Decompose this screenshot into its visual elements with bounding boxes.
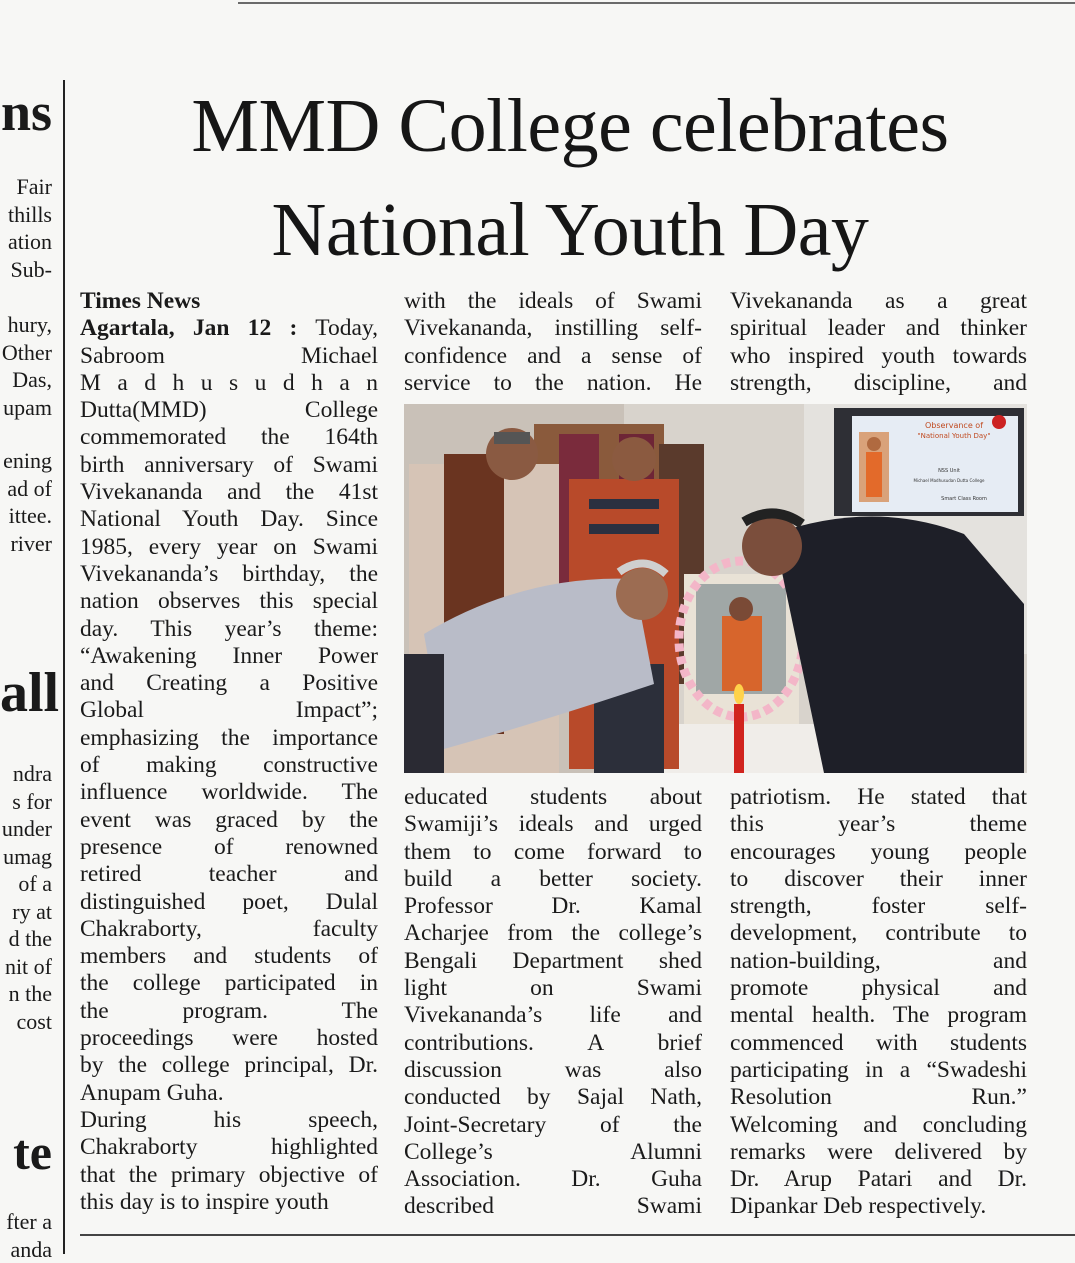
prev-article-line: Other	[0, 339, 52, 367]
prev-article-line: s for	[0, 788, 52, 816]
text-line: encourages young people	[730, 839, 1027, 866]
text-line: Professor Dr. Kamal	[404, 893, 702, 920]
column-divider	[63, 80, 65, 1254]
column1-body	[80, 343, 378, 1217]
column1-first-word: Today,	[315, 315, 378, 341]
article-column-1	[80, 288, 378, 1216]
text-line: of making constructive	[80, 752, 378, 779]
article-column-2-top	[404, 288, 702, 397]
prev-article-line: river	[0, 530, 52, 558]
text-line: Global Impact”;	[80, 697, 378, 724]
text-line: strength, foster self-	[730, 893, 1027, 920]
screen-college: Michael Madhusudan Dutta College	[914, 478, 985, 483]
prev-article-line: ry at	[0, 898, 52, 926]
text-line: build a better society.	[404, 866, 702, 893]
text-line: the program. The	[80, 998, 378, 1025]
text-line: promote physical and	[730, 975, 1027, 1002]
text-line: patriotism. He stated that	[730, 784, 1027, 811]
text-line: Bengali Department shed	[404, 948, 702, 975]
text-line: Swamiji’s ideals and urged	[404, 811, 702, 838]
headline-line-1: MMD College celebrates	[90, 74, 1050, 178]
prev-article-line: ation	[0, 228, 52, 256]
text-line: M a d h u s u d h a n	[80, 370, 378, 397]
prev-article-block-b	[0, 311, 52, 421]
text-line: the college participated in	[80, 970, 378, 997]
text-line: commenced with students	[730, 1030, 1027, 1057]
text-line: confidence and a sense of	[404, 343, 702, 370]
prev-article-line: anda	[0, 1236, 52, 1263]
text-line: day. This year’s theme:	[80, 616, 378, 643]
text-line: Dipankar Deb respectively.	[730, 1193, 1027, 1220]
screen-title-2: "National Youth Day"	[917, 432, 990, 440]
text-line: event was graced by the	[80, 807, 378, 834]
projector-screen	[834, 408, 1024, 516]
text-line: mental health. The program	[730, 1002, 1027, 1029]
text-line: light on Swami	[404, 975, 702, 1002]
article-column-2-bottom	[404, 784, 702, 1221]
text-line: Anupam Guha.	[80, 1080, 378, 1107]
prev-article-line: thills	[0, 201, 52, 229]
prev-article-line: d the	[0, 925, 52, 953]
prev-article-line: umag	[0, 843, 52, 871]
text-line: Vivekananda and the 41st	[80, 479, 378, 506]
text-line: and Creating a Positive	[80, 670, 378, 697]
text-line: Chakraborty highlighted	[80, 1134, 378, 1161]
text-line: Vivekananda as a great	[730, 288, 1027, 315]
text-line: Welcoming and concluding	[730, 1112, 1027, 1139]
text-line: Joint-Secretary of the	[404, 1112, 702, 1139]
prev-article-block-a	[0, 173, 52, 283]
text-line: College’s Alumni	[404, 1139, 702, 1166]
prev-article-line: ad of	[0, 475, 52, 503]
prev-article-block-d	[0, 760, 52, 1035]
screen-org: NSS Unit	[938, 468, 960, 474]
text-line: National Youth Day. Since	[80, 506, 378, 533]
prev-article-line: hury,	[0, 311, 52, 339]
text-line: educated students about	[404, 784, 702, 811]
text-line: nation-building, and	[730, 948, 1027, 975]
text-line: Chakraborty, faculty	[80, 916, 378, 943]
prev-article-line: n the	[0, 980, 52, 1008]
event-photo-illustration	[404, 404, 1027, 773]
prev-article-line: ening	[0, 447, 52, 475]
event-photo	[404, 404, 1027, 773]
headline	[90, 74, 1050, 282]
text-line: retired teacher and	[80, 861, 378, 888]
prev-article-line: Das,	[0, 366, 52, 394]
text-line: Sabroom Michael	[80, 343, 378, 370]
prev-article-heading-2: all	[0, 662, 52, 724]
text-line: by the college principal, Dr.	[80, 1052, 378, 1079]
prev-article-line: nit of	[0, 953, 52, 981]
prev-article-heading-3: te	[0, 1124, 52, 1180]
text-line: remarks were delivered by	[730, 1139, 1027, 1166]
text-line: Dutta(MMD) College	[80, 397, 378, 424]
text-line: with the ideals of Swami	[404, 288, 702, 315]
bottom-rule	[80, 1234, 1075, 1236]
text-line: members and students of	[80, 943, 378, 970]
article-column-3-bottom	[730, 784, 1027, 1221]
text-line: who inspired youth towards	[730, 343, 1027, 370]
dateline: Agartala, Jan 12 :	[80, 315, 297, 341]
text-line: commemorated the 164th	[80, 424, 378, 451]
prev-article-line: Sub-	[0, 256, 52, 284]
text-line: influence worldwide. The	[80, 779, 378, 806]
text-line: During his speech,	[80, 1107, 378, 1134]
prev-article-line: upam	[0, 394, 52, 422]
text-line: emphasizing the importance	[80, 725, 378, 752]
text-line: contributions. A brief	[404, 1030, 702, 1057]
text-line: “Awakening Inner Power	[80, 643, 378, 670]
candle-flame	[734, 684, 744, 704]
text-line: presence of renowned	[80, 834, 378, 861]
text-line: Acharjee from the college’s	[404, 920, 702, 947]
text-line: development, contribute to	[730, 920, 1027, 947]
text-line: Resolution Run.”	[730, 1084, 1027, 1111]
prev-article-block-e	[0, 1208, 52, 1263]
text-line: to discover their inner	[730, 866, 1027, 893]
prev-article-line: Fair	[0, 173, 52, 201]
prev-article-line: cost	[0, 1008, 52, 1036]
dateline-line	[80, 315, 378, 342]
prev-article-line: of a	[0, 870, 52, 898]
text-line: distinguished poet, Dulal	[80, 889, 378, 916]
text-line: 1985, every year on Swami	[80, 534, 378, 561]
text-line: this day is to inspire youth	[80, 1189, 378, 1216]
text-line: Vivekananda’s birthday, the	[80, 561, 378, 588]
text-line: strength, discipline, and	[730, 370, 1027, 397]
text-line: described Swami	[404, 1193, 702, 1220]
top-rule	[238, 2, 1075, 4]
text-line: them to come forward to	[404, 839, 702, 866]
screen-venue: Smart Class Room	[941, 496, 987, 502]
prev-article-block-c	[0, 447, 52, 557]
text-line: nation observes this special	[80, 588, 378, 615]
prev-article-line: ndra	[0, 760, 52, 788]
prev-article-heading: ns	[0, 82, 52, 142]
text-line: this year’s theme	[730, 811, 1027, 838]
text-line: participating in a “Swadeshi	[730, 1057, 1027, 1084]
text-line: Vivekananda, instilling self-	[404, 315, 702, 342]
text-line: proceedings were hosted	[80, 1025, 378, 1052]
text-line: conducted by Sajal Nath,	[404, 1084, 702, 1111]
article-column-3-top	[730, 288, 1027, 397]
screen-title-1: Observance of	[925, 421, 983, 430]
text-line: spiritual leader and thinker	[730, 315, 1027, 342]
prev-article-line: fter a	[0, 1208, 52, 1236]
byline: Times News	[80, 288, 378, 315]
text-line: discussion was also	[404, 1057, 702, 1084]
text-line: Vivekananda’s life and	[404, 1002, 702, 1029]
prev-article-line: under	[0, 815, 52, 843]
text-line: Association. Dr. Guha	[404, 1166, 702, 1193]
headline-line-2: National Youth Day	[90, 178, 1050, 282]
text-line: service to the nation. He	[404, 370, 702, 397]
prev-article-line: ittee.	[0, 502, 52, 530]
text-line: Dr. Arup Patari and Dr.	[730, 1166, 1027, 1193]
text-line: that the primary objective of	[80, 1162, 378, 1189]
text-line: birth anniversary of Swami	[80, 452, 378, 479]
candle	[734, 704, 744, 773]
